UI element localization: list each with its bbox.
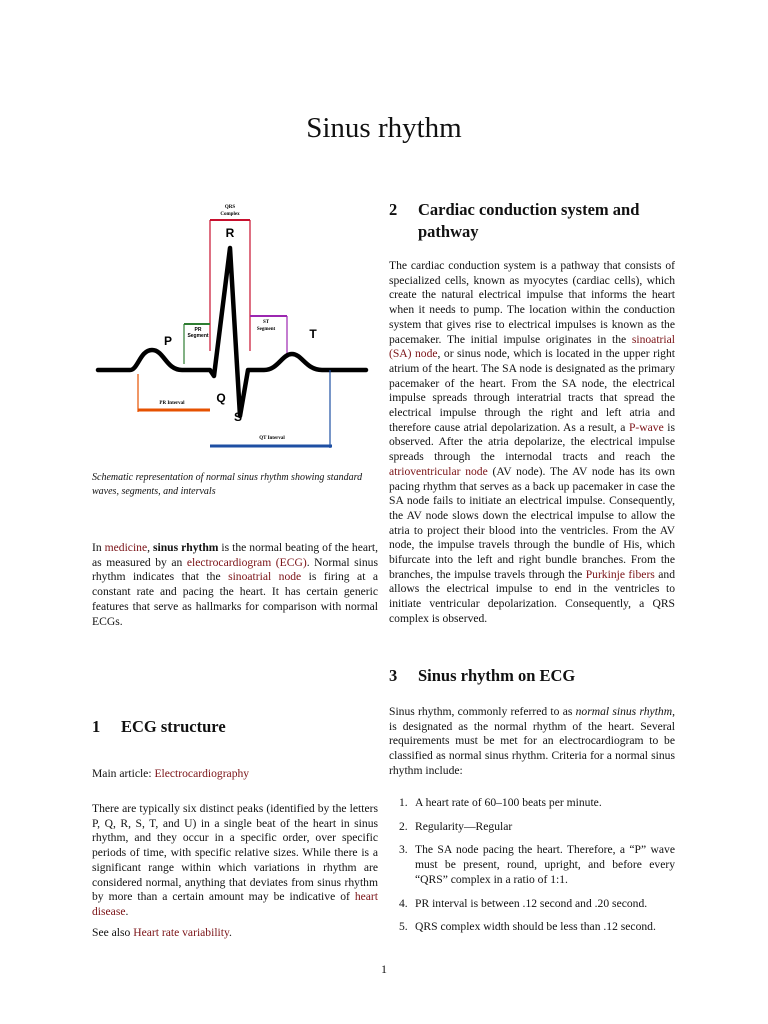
criteria-number: 3. [399, 843, 408, 857]
section-1-paragraph [92, 802, 378, 920]
qrs-label-1: QRS [224, 205, 236, 210]
criteria-item [389, 843, 675, 887]
link-electrocardiography[interactable]: Electrocardiography [154, 767, 250, 780]
see-also-prefix: See also [92, 925, 134, 939]
section-2-number: 2 [389, 200, 398, 219]
section-1-text: . [125, 904, 129, 918]
main-article-note [92, 767, 378, 782]
link-p-wave[interactable]: P-wave [628, 420, 664, 434]
intro-text: In [92, 541, 105, 554]
section-2-paragraph [389, 259, 675, 627]
section-2-text: and allows the electrical impulse to end in the ventricles to initiate ventricular depolarization. Consequently, a QRS complex is observed. [389, 567, 675, 625]
section-1 [92, 716, 378, 738]
pr-segment-label-1: PR [194, 327, 202, 333]
section-2-text: The cardiac conduction system is a pathway that consists of specialized cells, known as myocytes (cardiac cells), which create the natural electrical impulse that informs the heart when it needs to pump. The location within the conduction system that gives rise to electrical impulses is known as the pacemaker. The initial impulse originates in the [389, 259, 675, 346]
qrs-label-2: Complex [220, 212, 240, 217]
main-article-prefix: Main article: [92, 767, 155, 780]
link-sinoatrial-sa-node[interactable]: sinoatrial (SA) node [389, 332, 675, 361]
section-2-text: (AV node). The AV node has its own pacing rhythm that serves as a back up pacemaker in case the SA node fails to initiate an electrical impulse. Consequently, the AV node slows down the electrical impulse to allow the atria to project their blood into the ventricles. From the AV node, the impulse travels through the bundle of His, which bifurcate into the left and right bundle branches. From the branches, the impulse travels through the [389, 464, 675, 581]
link-heart-rate-variability[interactable]: Heart rate variability [133, 925, 230, 939]
section-3-text: Sinus rhythm, commonly referred to as [389, 705, 576, 718]
criteria-text: A heart rate of 60–100 beats per minute. [415, 796, 602, 809]
criteria-number: 4. [399, 896, 408, 910]
intro-text: . Normal sinus rhythm indicates that the [92, 555, 378, 584]
q-wave-label: Q [216, 391, 226, 405]
criteria-number: 2. [399, 819, 408, 833]
link-medicine[interactable]: medicine [104, 541, 148, 554]
section-3 [389, 665, 675, 687]
criteria-text: Regularity—Regular [415, 819, 513, 833]
st-segment-label-1: ST [262, 320, 270, 325]
section-2-title: Cardiac conduction system and pathway [418, 200, 640, 241]
term-normal-sinus-rhythm: normal sinus rhythm [575, 705, 673, 718]
criteria-item [389, 820, 675, 835]
link-sinoatrial-node[interactable]: sinoatrial node [228, 570, 302, 584]
intro-paragraph [92, 541, 378, 629]
section-3-heading [389, 665, 675, 687]
criteria-list [389, 796, 675, 935]
criteria-text: The SA node pacing the heart. Therefore, a “P” wave must be present, round, upright, and before every “QRS” complex in a ratio of 1:1. [415, 843, 675, 886]
intro-text: , [147, 541, 153, 554]
section-3-text: , is designated as the normal rhythm of the heart. Several requirements must be met for an electrocardiogram to be classified as normal sinus rhythm. Criteria for a normal sinus rhythm include: [389, 705, 675, 777]
section-1-title: ECG structure [121, 717, 226, 736]
criteria-text: PR interval is between .12 second and .20 second. [415, 896, 648, 910]
intro-section [92, 541, 378, 629]
figure-caption: Schematic representation of normal sinus rhythm showing standard waves, segments, and intervals [92, 472, 363, 497]
section-3-number: 3 [389, 666, 398, 685]
section-1-body [92, 802, 378, 940]
st-segment-label-2: Segment [256, 327, 276, 332]
intro-text: is firing at a constant rate and pacing the heart. It has certain generic features that serve as hallmarks for comparison with normal ECGs. [92, 570, 379, 628]
page-number: 1 [381, 962, 387, 976]
intro-text: is the normal beating of the heart, as measured by an [92, 541, 378, 569]
link-purkinje-fibers[interactable]: Purkinje fibers [585, 567, 655, 581]
main-article-line [92, 767, 378, 782]
pr-segment-label-2: Segment [187, 333, 209, 339]
s-wave-label: S [233, 410, 243, 424]
link-electrocardiogram[interactable]: electrocardiogram (ECG) [186, 555, 307, 569]
criteria-item [389, 796, 675, 811]
section-3-paragraph [389, 705, 675, 779]
section-1-number: 1 [92, 717, 101, 736]
section-2 [389, 199, 675, 243]
section-3-body [389, 705, 675, 779]
page-title: Sinus rhythm [306, 112, 462, 144]
section-3-title: Sinus rhythm on ECG [418, 666, 576, 685]
section-2-text: , or sinus node, which is located in the upper right atrium of the heart. The SA node is designated as the primary pacemaker of the heart. From the SA node, the electrical impulse spreads through interatrial tracts that spread the electrical impulse through the right and left atria and therefore cause atrial depolarization. As a result, a [389, 347, 675, 434]
criteria-list-container [389, 796, 675, 944]
section-2-text: is observed. After the atria depolarize, the electrical impulse spreads through the internodal tracts and reach the [389, 420, 675, 464]
criteria-number: 1. [399, 796, 408, 809]
section-2-heading [389, 199, 675, 243]
see-also-line [92, 926, 378, 941]
criteria-item [389, 897, 675, 912]
section-1-heading [92, 716, 378, 738]
criteria-item [389, 920, 675, 935]
pr-interval-label: PR Interval [159, 401, 185, 406]
r-wave-label: R [225, 226, 235, 240]
section-2-body [389, 259, 675, 627]
qt-interval-label: QT Interval [259, 436, 285, 441]
t-wave-label: T [309, 327, 317, 341]
link-heart-disease[interactable]: heart disease [92, 890, 378, 918]
section-1-text: There are typically six distinct peaks (identified by the letters P, Q, R, S, T, and U) in a single beat of the heart in sinus rhythm, and they occur in a specific order, over specific periods of time, with specific relative sizes. While there is a significant range within which variations in rhythm are considered normal, anything that deviates from sinus rhythm by more than a certain amount may be indicative of [92, 802, 378, 904]
ecg-figure [92, 196, 378, 466]
p-wave-label: P [163, 334, 173, 348]
criteria-number: 5. [399, 920, 408, 934]
term-sinus-rhythm: sinus rhythm [153, 541, 219, 554]
criteria-text: QRS complex width should be less than .12 second. [415, 920, 656, 934]
see-also-suffix: . [229, 925, 232, 939]
ecg-diagram [92, 196, 378, 466]
link-atrioventricular-node[interactable]: atrioventricular node [389, 464, 488, 478]
